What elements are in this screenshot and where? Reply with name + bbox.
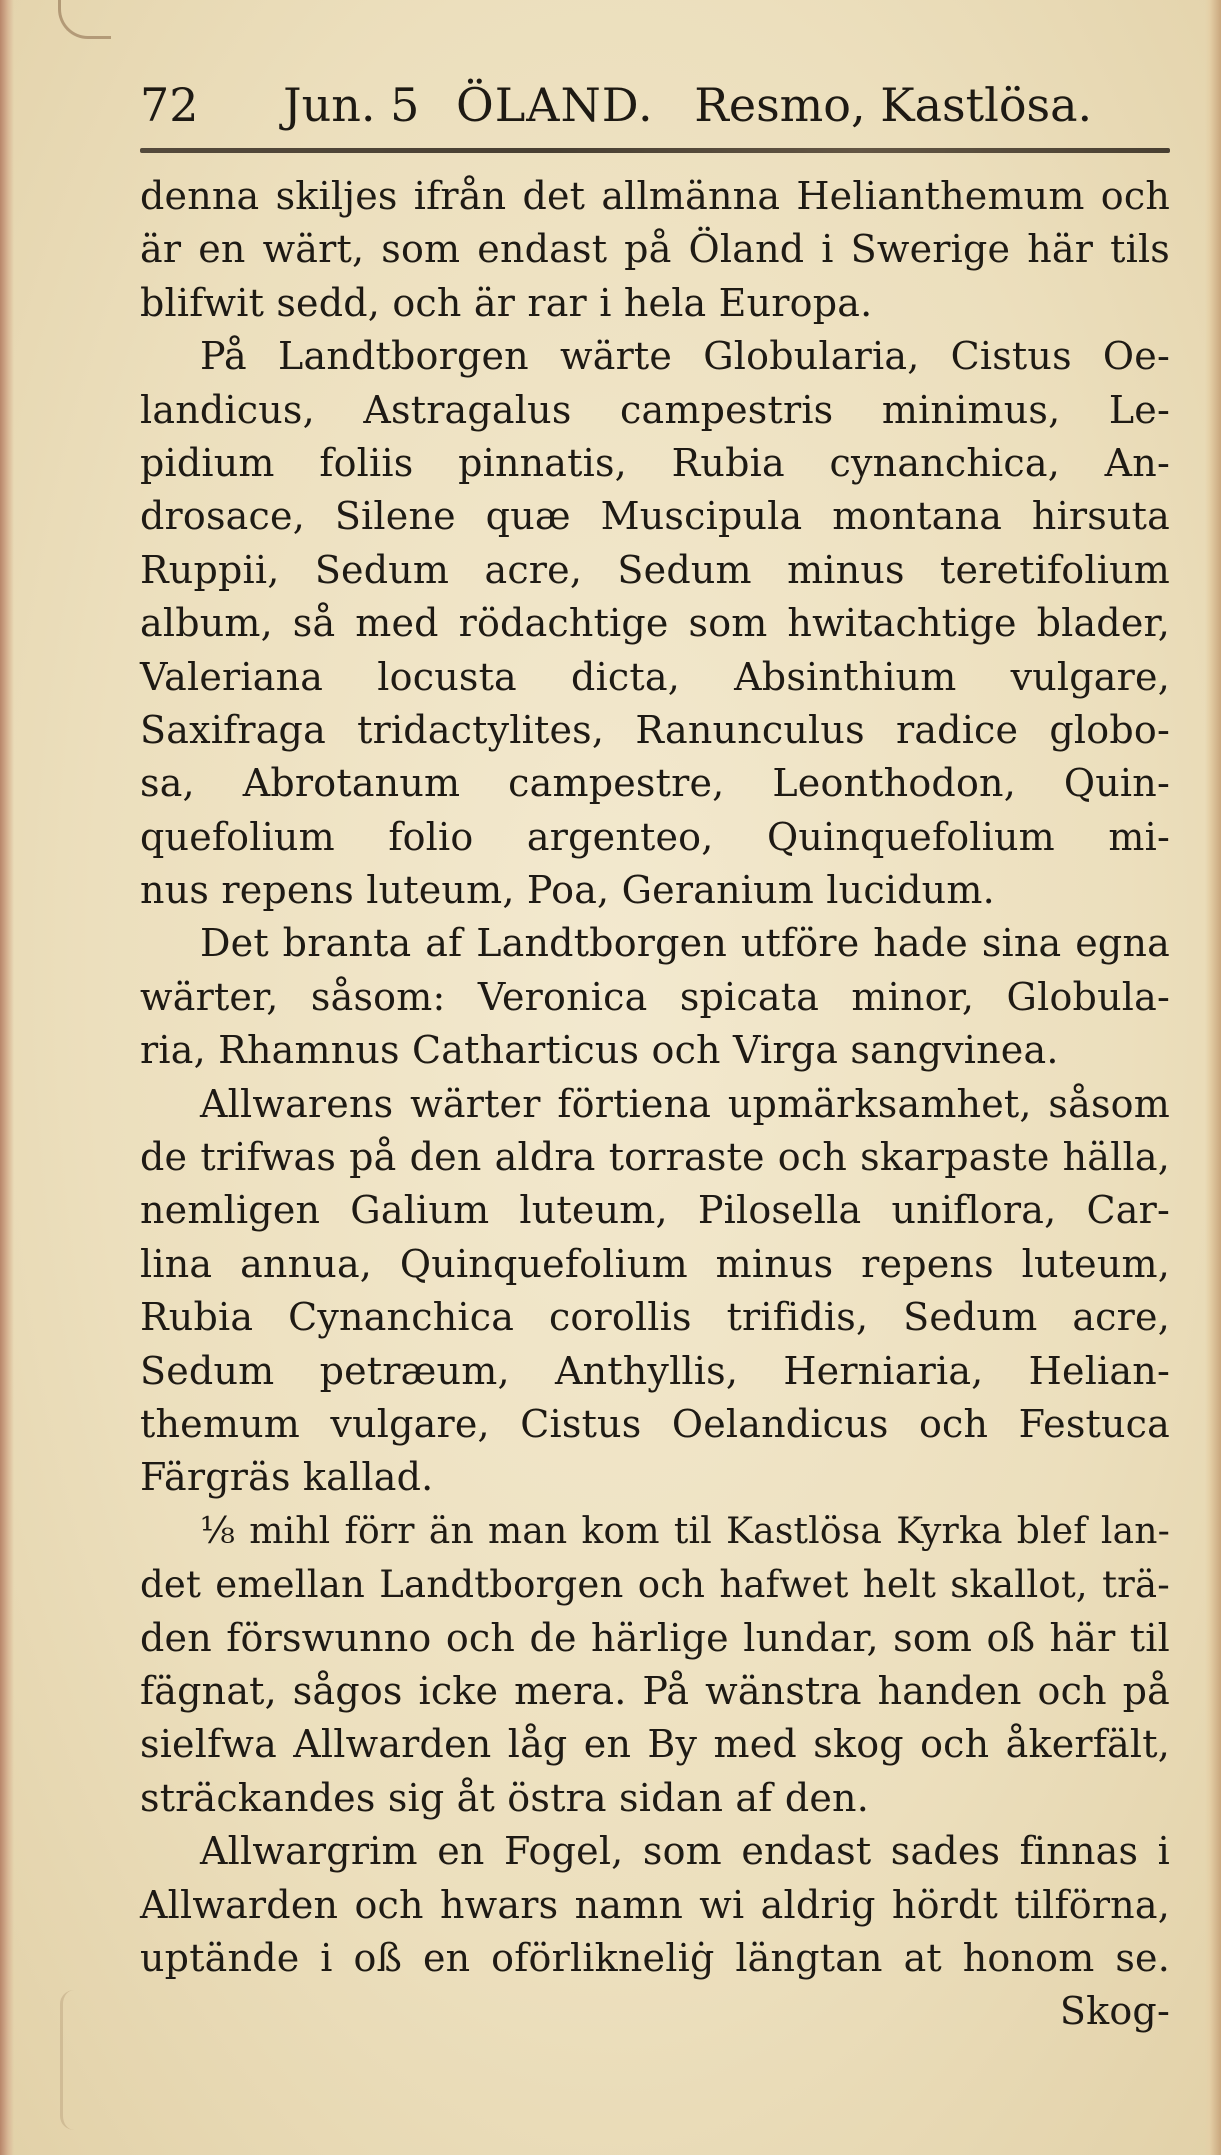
text-line: Allwargrim en Fogel, som endast sades finnas i xyxy=(200,1829,1170,1874)
text-line: Saxifraga tridactylites, Ranunculus radice globo- xyxy=(140,707,1170,752)
header-place: ÖLAND. xyxy=(456,78,654,132)
page-right-edge xyxy=(1205,0,1221,2155)
page-stain xyxy=(60,1990,91,2130)
text-line: blifwit sedd, och är rar i hela Europa. xyxy=(140,280,873,325)
header-date: Jun. 5 xyxy=(283,78,420,132)
text-line: fägnat, sågos icke mera. På wänstra handen och på xyxy=(140,1668,1170,1713)
text-line: de trifwas på den aldra torraste och skarpaste hälla, xyxy=(140,1135,1170,1180)
text-line: Sedum petræum, Anthyllis, Herniaria, Helian- xyxy=(140,1348,1170,1393)
running-header xyxy=(140,78,1170,138)
text-line: ⅛ mihl förr än man kom til Kastlösa Kyrka blef lan- xyxy=(200,1510,1170,1552)
text-line: nemligen Galium luteum, Pilosella uniflora, Car- xyxy=(140,1188,1170,1233)
page-number: 72 xyxy=(140,78,199,132)
text-line: sträckandes sig åt östra sidan af den. xyxy=(140,1775,869,1820)
text-line: Allwarens wärter förtiena upmärksamhet, såsom xyxy=(200,1081,1170,1126)
text-line: quefolium folio argenteo, Quinquefolium mi- xyxy=(140,814,1170,859)
text-line: Valeriana locusta dicta, Absinthium vulgare, xyxy=(140,654,1170,699)
text-line: album, så med rödachtige som hwitachtige blader, xyxy=(140,601,1170,646)
body-text xyxy=(140,170,1170,2039)
header-rule xyxy=(140,148,1170,153)
text-line: den förswunno och de härlige lundar, som oß här til xyxy=(140,1615,1170,1660)
page-left-edge xyxy=(0,0,14,2155)
header-locations: Resmo, Kastlösa. xyxy=(694,78,1093,132)
text-line: På Landtborgen wärte Globularia, Cistus Oe- xyxy=(200,334,1170,379)
text-line: Färgräs kallad. xyxy=(140,1455,434,1500)
text-line: denna skiljes ifrån det allmänna Helianthemum och xyxy=(140,174,1170,218)
text-line: är en wärt, som endast på Öland i Swerige här tils xyxy=(140,227,1170,272)
catchword: Skog- xyxy=(1059,1989,1170,2034)
page-corner-mark xyxy=(58,0,111,39)
text-line: Det branta af Landtborgen utföre hade sina egna xyxy=(200,921,1170,966)
text-line: Ruppii, Sedum acre, Sedum minus teretifolium xyxy=(140,547,1170,592)
text-line: Rubia Cynanchica corollis trifidis, Sedum acre, xyxy=(140,1295,1170,1340)
text-line: pidium foliis pinnatis, Rubia cynanchica, An- xyxy=(140,440,1170,485)
text-line: landicus, Astragalus campestris minimus, Le- xyxy=(140,387,1170,432)
text-line: ria, Rhamnus Catharticus och Virga sangvinea. xyxy=(140,1028,1059,1073)
text-line: themum vulgare, Cistus Oelandicus och Festuca xyxy=(140,1401,1170,1446)
text-line: drosace, Silene quæ Muscipula montana hirsuta xyxy=(140,494,1170,539)
text-line: det emellan Landtborgen och hafwet helt skallot, trä- xyxy=(140,1563,1170,1607)
text-line: sielfwa Allwarden låg en By med skog och åkerfält, xyxy=(140,1722,1170,1767)
text-line: uptände i oß en oförlikneliġ längtan at honom se. xyxy=(140,1935,1170,1980)
text-line: nus repens luteum, Poa, Geranium lucidum. xyxy=(140,868,995,913)
text-line: wärter, såsom: Veronica spicata minor, Globula- xyxy=(140,974,1170,1019)
text-line: Allwarden och hwars namn wi aldrig hördt tilförna, xyxy=(140,1882,1170,1927)
text-line: sa, Abrotanum campestre, Leonthodon, Quin- xyxy=(140,761,1170,806)
text-line: lina annua, Quinquefolium minus repens luteum, xyxy=(140,1241,1170,1286)
